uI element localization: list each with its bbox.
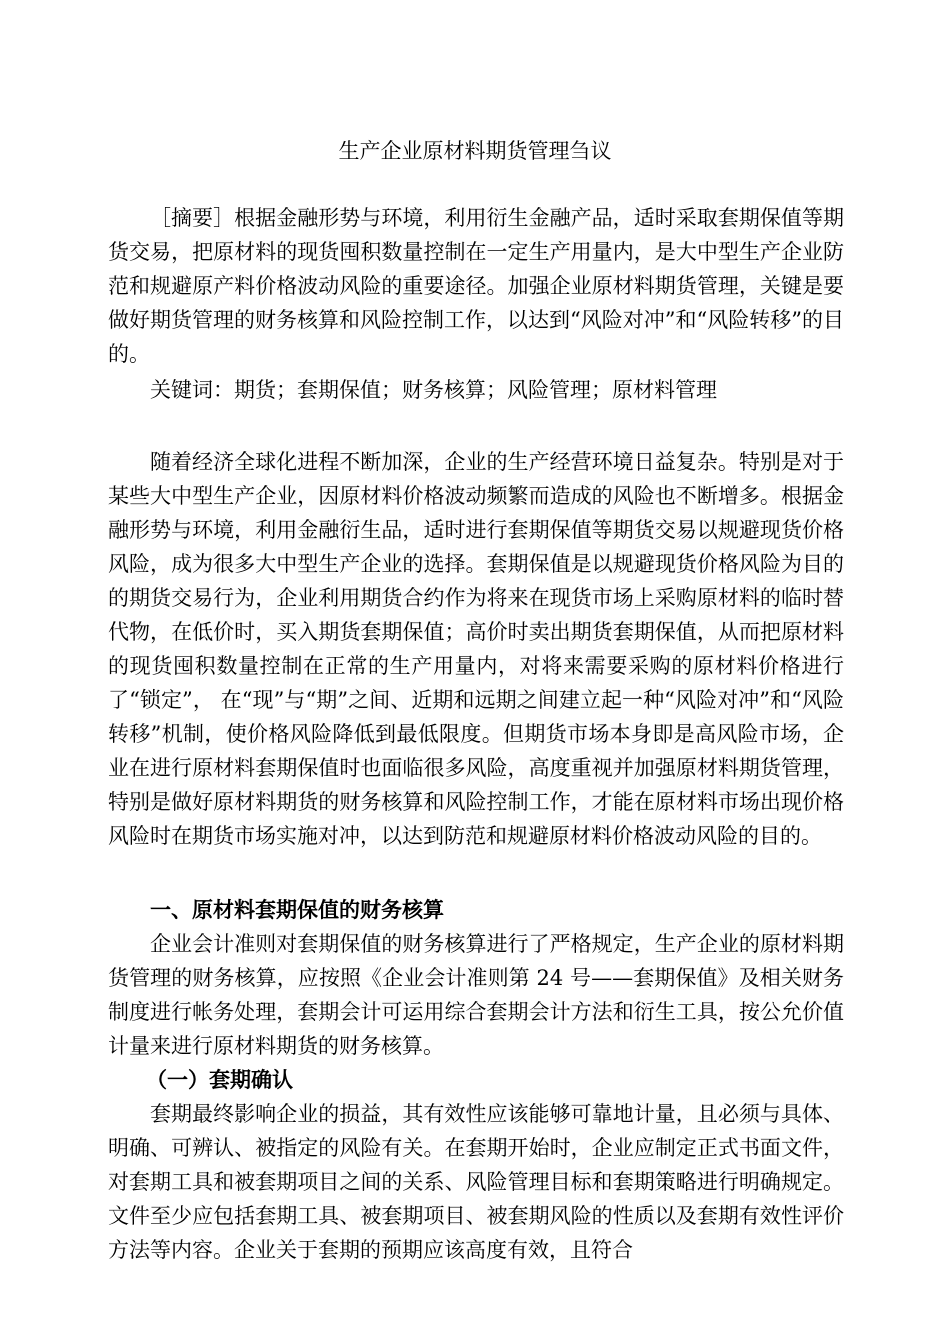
abstract-text: 根据金融形势与环境，利用衍生金融产品，适时采取套期保值等期货交易，把原材料的现货囤积数量控制在一定生产用量内，是大中型生产企业防范和规避原产料价格波动风险的重要途径。加强企业原材料期货管理，关键是要做好期货管理的财务核算和风险控制工作，以达到“风险对冲”和“风险转移”的目的。 — [108, 206, 844, 366]
section-heading: 一、原材料套期保值的财务核算 — [150, 898, 444, 922]
abstract-label: ［摘要］ — [150, 206, 235, 230]
keywords-text: 期货；套期保值；财务核算；风险管理；原材料管理 — [234, 378, 717, 402]
abstract-paragraph — [108, 201, 844, 371]
subsection-paragraph: 套期最终影响企业的损益，其有效性应该能够可靠地计量，且必须与具体、明确、可辨认、被指定的风险有关。在套期开始时，企业应制定正式书面文件，对套期工具和被套期项目之间的关系、风险管理目标和套期策略进行明确规定。文件至少应包括套期工具、被套期项目、被套期风险的性质以及套期有效性评价方法等内容。企业关于套期的预期应该高度有效，且符合 — [108, 1102, 844, 1262]
keywords-label: 关键词： — [150, 378, 234, 402]
keywords-line — [108, 373, 844, 407]
subsection-heading: （一）套期确认 — [146, 1068, 293, 1092]
document-title: 生产企业原材料期货管理刍议 — [338, 139, 612, 163]
section-paragraph: 企业会计准则对套期保值的财务核算进行了严格规定，生产企业的原材料期货管理的财务核算，应按照《企业会计准则第 24 号——套期保值》及相关财务制度进行帐务处理，套期会计可运用综合套期会计方法和衍生工具，按公允价值计量来进行原材料期货的财务核算。 — [108, 932, 844, 1058]
intro-paragraph: 随着经济全球化进程不断加深，企业的生产经营环境日益复杂。特别是对于某些大中型生产企业，因原材料价格波动频繁而造成的风险也不断增多。根据金融形势与环境，利用金融衍生品，适时进行套期保值等期货交易以规避现货价格风险，成为很多大中型生产企业的选择。套期保值是以规避现货价格风险为目的的期货交易行为，企业利用期货合约作为将来在现货市场上采购原材料的临时替代物，在低价时，买入期货套期保值；高价时卖出期货套期保值，从而把原材料的现货囤积数量控制在正常的生产用量内，对将来需要采购的原材料价格进行了“锁定”， 在“现”与“期”之间、近期和远期之间建立起一种“风险对冲”和“风险转移”机制，使价格风险降低到最低限度。但期货市场本身即是高风险市场，企业在进行原材料套期保值时也面临很多风险，高度重视并加强原材料期货管理，特别是做好原材料期货的财务核算和风险控制工作，才能在原材料市场出现价格风险时在期货市场实施对冲，以达到防范和规避原材料价格波动风险的目的。 — [108, 450, 844, 848]
